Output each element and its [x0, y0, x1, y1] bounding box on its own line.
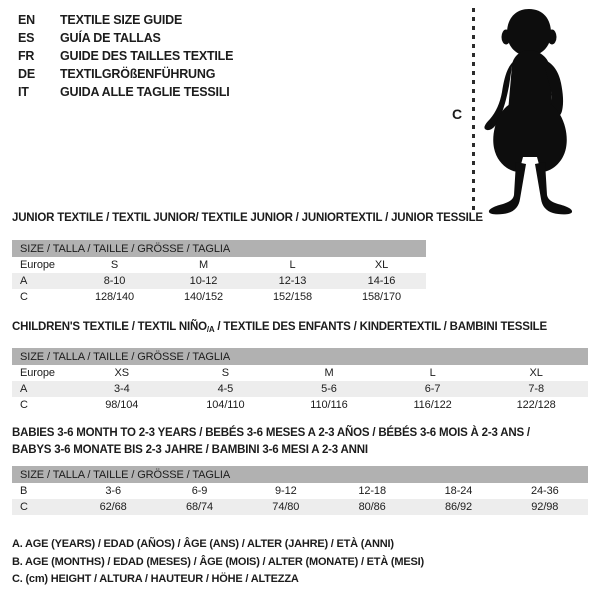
table-size-header: SIZE / TALLA / TAILLE / GRÖSSE / TAGLIA [12, 348, 588, 365]
children-size-table [12, 348, 588, 413]
toddler-silhouette-icon [479, 6, 591, 216]
table-cell: 74/80 [272, 501, 300, 513]
legend-row-it [18, 83, 233, 101]
table-cell: L [429, 367, 436, 379]
legend-row-fr [18, 47, 233, 65]
table-cell: 110/116 [310, 399, 348, 411]
row-label: A [20, 275, 28, 287]
table-cell: XS [114, 367, 130, 379]
heading-text: CHILDREN'S TEXTILE / TEXTIL NIÑO [12, 321, 207, 333]
table-cell: XL [374, 259, 389, 271]
language-code: ES [18, 31, 35, 45]
language-code: DE [18, 67, 35, 81]
junior-size-table [12, 240, 426, 305]
table-cell: L [289, 259, 296, 271]
row-label: C [20, 399, 28, 411]
babies-size-table [12, 466, 588, 515]
table-cell: 140/152 [183, 291, 224, 303]
height-measure-label: C [452, 106, 463, 122]
heading-text: / TEXTILE DES ENFANTS / KINDERTEXTIL / BAMBINI TESSILE [214, 321, 547, 333]
footnote-b: B. AGE (MONTHS) / EDAD (MESES) / ÂGE (MOIS) / ALTER (MONATE) / ETÀ (MESI) [12, 555, 424, 568]
table-cell: 116/122 [413, 399, 452, 411]
table-row [12, 499, 588, 515]
table-row [12, 381, 588, 397]
row-label: Europe [20, 259, 55, 271]
footnotes [12, 536, 424, 589]
table-cell: 92/98 [531, 501, 559, 513]
table-cell: 6-9 [191, 485, 208, 497]
table-cell: S [110, 259, 119, 271]
row-label: C [20, 501, 28, 513]
table-size-header: SIZE / TALLA / TAILLE / GRÖSSE / TAGLIA [12, 466, 588, 483]
table-row [12, 397, 588, 413]
junior-section-heading: JUNIOR TEXTILE / TEXTIL JUNIOR/ TEXTILE JUNIOR / JUNIORTEXTIL / JUNIOR TESSILE [12, 212, 483, 224]
legend-row-de [18, 65, 233, 83]
table-row [12, 289, 426, 305]
table-cell: 4-5 [217, 383, 234, 395]
table-cell: 98/104 [105, 399, 139, 411]
table-cell: 128/140 [94, 291, 135, 303]
table-cell: 7-8 [528, 383, 544, 395]
legend-title: GUIDE DES TAILLES TEXTILE [60, 49, 234, 63]
legend-title: GUIDA ALLE TAGLIE TESSILI [60, 85, 230, 99]
table-cell: 8-10 [103, 275, 126, 287]
heading-line-1: BABIES 3-6 MONTH TO 2-3 YEARS / BEBÉS 3-6 MESES A 2-3 AÑOS / BÉBÉS 3-6 MOIS À 2-3 ANS / [12, 427, 530, 439]
table-row [12, 365, 588, 381]
footnote-a: A. AGE (YEARS) / EDAD (AÑOS) / ÂGE (ANS) / ALTER (JAHRE) / ETÀ (ANNI) [12, 538, 394, 550]
legend-title: GUÍA DE TALLAS [60, 31, 161, 45]
table-cell: 68/74 [185, 501, 213, 513]
row-label: Europe [20, 367, 55, 379]
table-cell: 12-13 [278, 275, 307, 287]
language-code: FR [18, 49, 35, 63]
table-cell: 62/68 [99, 501, 127, 513]
table-cell: 6-7 [424, 383, 441, 395]
legend-title: TEXTILE SIZE GUIDE [60, 13, 183, 27]
table-cell: M [198, 259, 209, 271]
table-cell: 14-16 [367, 275, 396, 287]
table-size-header: SIZE / TALLA / TAILLE / GRÖSSE / TAGLIA [12, 240, 426, 257]
language-legend [18, 11, 233, 101]
babies-section-heading [12, 425, 530, 459]
row-label: B [20, 485, 28, 497]
language-code: IT [18, 85, 29, 99]
table-cell: 18-24 [444, 485, 473, 497]
table-cell: 104/110 [206, 399, 245, 411]
table-cell: M [324, 367, 334, 379]
language-code: EN [18, 13, 35, 27]
table-cell: 12-18 [358, 485, 386, 497]
legend-row-en [18, 11, 233, 29]
table-row [12, 257, 426, 273]
table-row [12, 273, 426, 289]
table-cell: 152/158 [272, 291, 313, 303]
legend-title: TEXTILGRÖßENFÜHRUNG [60, 67, 216, 81]
heading-line-2: BABYS 3-6 MONATE BIS 2-3 JAHRE / BAMBINI 3-6 MESI A 2-3 ANNI [12, 444, 368, 456]
table-cell: 122/128 [516, 399, 556, 411]
table-cell: 3-4 [113, 383, 130, 395]
height-measure-dotted-line [472, 8, 475, 210]
table-cell: 10-12 [189, 275, 218, 287]
table-cell: 86/92 [444, 501, 472, 513]
footnote-c: C. (cm) HEIGHT / ALTURA / HAUTEUR / HÖHE / ALTEZZA [12, 573, 299, 585]
table-cell: 9-12 [275, 485, 297, 497]
table-cell: 5-6 [321, 383, 337, 395]
table-cell: 3-6 [105, 485, 121, 497]
children-section-heading [12, 321, 547, 334]
legend-row-es [18, 29, 233, 47]
table-cell: 80/86 [358, 501, 386, 513]
row-label: A [20, 383, 28, 395]
table-row [12, 483, 588, 499]
table-cell: S [221, 367, 230, 379]
row-label: C [20, 291, 28, 303]
table-cell: XL [529, 367, 543, 379]
heading-subscript: /A [206, 325, 215, 334]
table-cell: 158/170 [361, 291, 402, 303]
table-cell: 24-36 [530, 485, 559, 497]
